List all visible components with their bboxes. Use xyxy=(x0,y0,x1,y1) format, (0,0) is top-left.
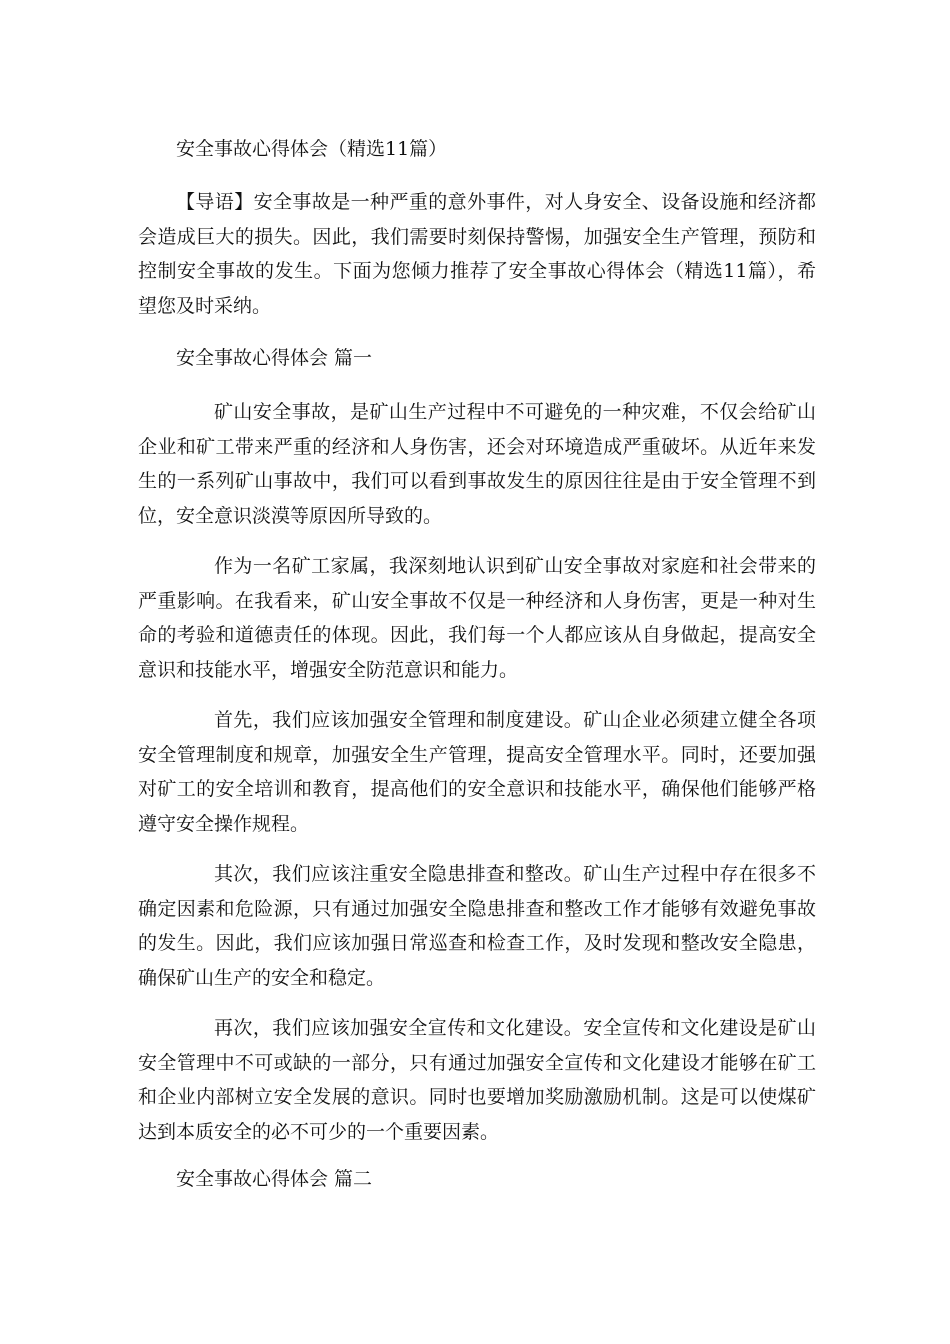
paragraph-line: 作为一名矿工家属，我深刻地认识到矿山安全事故对家庭和社会带来的 xyxy=(214,555,816,577)
paragraph-line: 安全管理制度和规章，加强安全生产管理，提高安全管理水平。同时，还要加强 xyxy=(138,743,816,766)
paragraph-line: 严重影响。在我看来，矿山安全事故不仅是一种经济和人身伤害，更是一种对生 xyxy=(138,589,816,612)
intro-line: 望您及时采纳。 xyxy=(138,294,272,317)
document-title: 安全事故心得体会（精选11篇） xyxy=(176,138,448,160)
paragraph-line: 和企业内部树立安全发展的意识。同时也要增加奖励激励机制。这是可以使煤矿 xyxy=(138,1086,816,1108)
intro-line: 【导语】安全事故是一种严重的意外事件，对人身安全、设备设施和经济都 xyxy=(176,191,816,213)
paragraph-line: 企业和矿工带来严重的经济和人身伤害，还会对环境造成严重破坏。从近年来发 xyxy=(138,435,816,458)
paragraph-line: 其次，我们应该注重安全隐患排查和整改。矿山生产过程中存在很多不 xyxy=(214,863,816,885)
body-paragraph-1 xyxy=(138,395,816,533)
intro-paragraph xyxy=(138,185,816,323)
paragraph-line: 意识和技能水平，增强安全防范意识和能力。 xyxy=(138,658,519,681)
body-paragraph-2 xyxy=(138,549,816,687)
paragraph-line: 再次，我们应该加强安全宣传和文化建设。安全宣传和文化建设是矿山 xyxy=(214,1017,816,1039)
paragraph-line: 遵守安全操作规程。 xyxy=(138,812,310,835)
body-paragraph-5 xyxy=(138,1011,816,1149)
intro-line: 会造成巨大的损失。因此，我们需要时刻保持警惕，加强安全生产管理，预防和 xyxy=(138,225,816,248)
paragraph-line: 对矿工的安全培训和教育，提高他们的安全意识和技能水平，确保他们能够严格 xyxy=(138,778,816,800)
paragraph-line: 生的一系列矿山事故中，我们可以看到事故发生的原因往往是由于安全管理不到 xyxy=(138,470,816,492)
paragraph-line: 矿山安全事故，是矿山生产过程中不可避免的一种灾难，不仅会给矿山 xyxy=(214,401,816,423)
intro-line: 控制安全事故的发生。下面为您倾力推荐了安全事故心得体会（精选11篇），希 xyxy=(138,260,816,282)
paragraph-line: 安全管理中不可或缺的一部分，只有通过加强安全宣传和文化建设才能够在矿工 xyxy=(138,1051,816,1074)
body-paragraph-4 xyxy=(138,857,816,995)
paragraph-line: 首先，我们应该加强安全管理和制度建设。矿山企业必须建立健全各项 xyxy=(214,709,816,731)
body-paragraph-3 xyxy=(138,703,816,841)
section-heading-2: 安全事故心得体会 篇二 xyxy=(176,1168,373,1190)
paragraph-line: 命的考验和道德责任的体现。因此，我们每一个人都应该从自身做起，提高安全 xyxy=(138,624,816,646)
paragraph-line: 位，安全意识淡漠等原因所导致的。 xyxy=(138,504,443,527)
paragraph-line: 确定因素和危险源，只有通过加强安全隐患排查和整改工作才能够有效避免事故 xyxy=(138,897,816,920)
paragraph-line: 确保矿山生产的安全和稳定。 xyxy=(138,966,386,989)
paragraph-line: 的发生。因此，我们应该加强日常巡查和检查工作，及时发现和整改安全隐患， xyxy=(138,932,816,954)
section-heading-1: 安全事故心得体会 篇一 xyxy=(176,347,373,369)
paragraph-line: 达到本质安全的必不可少的一个重要因素。 xyxy=(138,1120,500,1143)
